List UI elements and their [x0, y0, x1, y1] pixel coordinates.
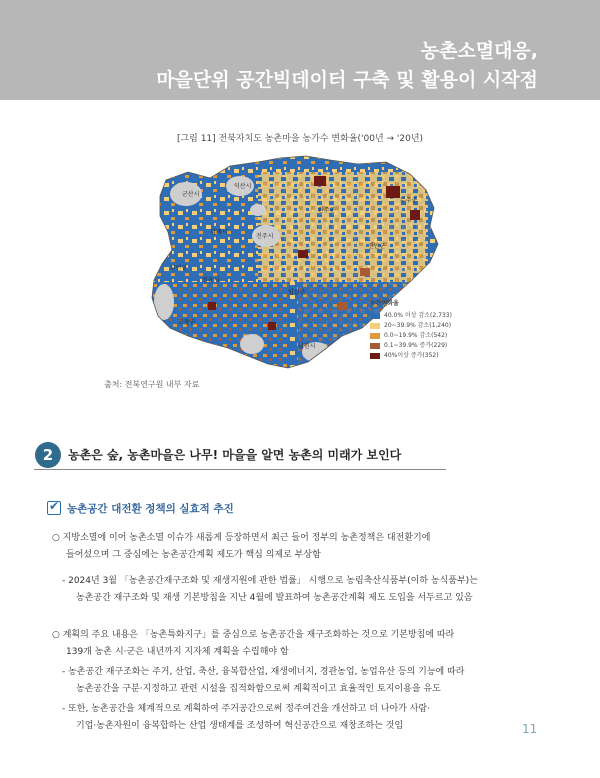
legend-item: 40.0% 이상 감소(2,733) [370, 311, 452, 321]
legend-swatch [370, 343, 380, 349]
map-label: 완주군 [318, 207, 336, 214]
map-label: 전주시 [256, 233, 274, 240]
figure-caption: [그림 11] 전북자치도 농촌마을 농가수 변화율('00년 → '20년) [176, 134, 424, 144]
legend-item: 0.0~19.9% 감소(542) [370, 331, 452, 341]
page-number: 11 [522, 722, 538, 736]
paragraph-line: 들어섰으며 그 중심에는 농촌공간계획 제도가 핵심 의제로 부상함 [66, 550, 321, 560]
paragraph-line: 농촌공간을 구분·지정하고 관련 시설을 집적화함으로써 계획적이고 효율적인 토지이용을 유도 [76, 684, 441, 694]
legend-item: 0.1~39.9% 증가(229) [370, 341, 452, 351]
map-label: 임실군 [288, 289, 306, 296]
map-label: 부안군 [170, 265, 188, 272]
map-label: 고창군 [178, 319, 196, 326]
map-label: 진안군 [368, 243, 386, 250]
map-label: 익산시 [234, 183, 252, 190]
checkbox-icon: ✔ [49, 499, 60, 513]
subsection-title: 농촌공간 대전환 정책의 실효적 추진 [67, 503, 234, 515]
figure-source: 출처: 전북연구원 내부 자료 [104, 380, 200, 389]
map-label: 군산시 [182, 191, 200, 198]
paragraph-line: - 또한, 농촌공간을 체계적으로 계획하여 주거공간으로써 정주여건을 개선하고 더 나아가 사람· [62, 704, 430, 714]
legend-swatch [370, 353, 380, 359]
paragraph-line: 기업·농촌자원이 융복합하는 산업 생태계를 조성하여 혁신공간으로 재창조하는 것임 [76, 721, 404, 731]
header-banner [0, 0, 600, 100]
section-title: 농촌은 숲, 농촌마을은 나무! 마을을 알면 농촌의 미래가 보인다 [68, 448, 402, 462]
legend-item: 20~39.9% 감소(1,240) [370, 321, 452, 331]
paragraph-line: - 농촌공간 재구조화는 주거, 산업, 축산, 융복합산업, 재생에너지, 경관농업, 농업유산 등의 기능에 따라 [62, 667, 465, 677]
map-label: 무주군 [400, 197, 418, 204]
legend-swatch [370, 313, 380, 319]
paragraph-line: - 2024년 3월 「농촌공간재구조화 및 재생지원에 관한 법률」 시행으로 농림축산식품부(이하 농식품부)는 [62, 576, 478, 586]
map-label: 김제시 [210, 229, 228, 236]
map-label: 남원시 [298, 343, 316, 350]
header-title-line1: 농촌소멸대응, [420, 40, 538, 62]
map-legend [370, 299, 452, 361]
legend-title: 농가변화율 [370, 300, 399, 307]
paragraph-line: ○ 지방소멸에 이어 농촌소멸 이슈가 새롭게 등장하면서 최근 들어 정부의 농촌정책은 대전환기에 [52, 533, 431, 543]
header-title-line2: 마을단위 공간빅데이터 구축 및 활용이 시작점 [156, 69, 538, 91]
paragraph-line: 농촌공간 재구조화 및 재생 기본방침을 지난 4월에 발표하여 농촌공간계획 제도 도입을 서두르고 있음 [76, 593, 473, 603]
legend-item: 40%이상 증가(352) [370, 351, 452, 361]
section-number-badge: 2 [35, 442, 61, 468]
map-label: 정읍시 [202, 277, 220, 284]
legend-swatch [370, 333, 380, 339]
legend-swatch [370, 323, 380, 329]
paragraph-line: 139개 농촌 시·군은 내년까지 지자체 계획을 수립해야 함 [66, 647, 289, 657]
paragraph-line: ○ 계획의 주요 내용은 「농촌특화지구」를 중심으로 농촌공간을 재구조화하는 것으로 기본방침에 따라 [52, 630, 455, 640]
